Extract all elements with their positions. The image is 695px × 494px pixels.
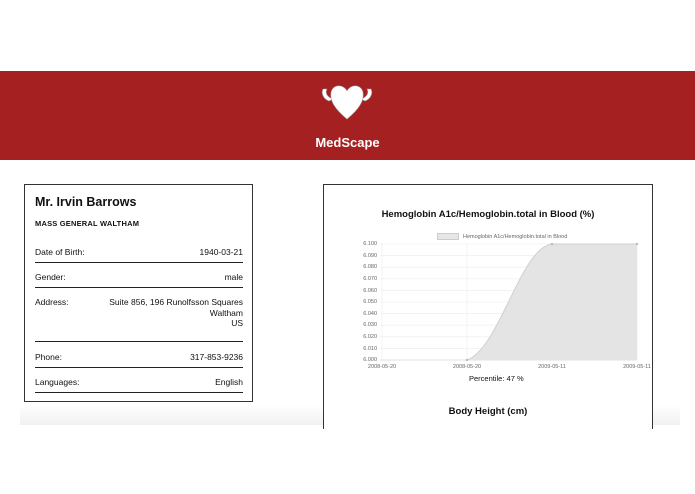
y-tick: 6.100 <box>363 241 377 247</box>
winged-heart-icon <box>319 79 375 121</box>
field-label: Gender: <box>35 272 66 282</box>
y-tick: 6.080 <box>363 264 377 270</box>
area-chart-plot <box>380 243 642 363</box>
percentile-label: Percentile: 47 % <box>469 374 524 383</box>
y-tick: 6.020 <box>363 334 377 340</box>
patient-card <box>24 184 253 402</box>
field-value: 317-853-9236 <box>190 352 243 362</box>
y-tick: 6.070 <box>363 276 377 282</box>
legend-swatch <box>437 233 459 240</box>
field-label: Languages: <box>35 377 80 387</box>
chart-legend[interactable] <box>437 233 567 240</box>
x-tick: 2008-05-20 <box>367 364 397 370</box>
legend-label: Hemoglobin A1c/Hemoglobin.total in Blood <box>463 233 568 240</box>
x-tick: 2008-05-20 <box>452 364 482 370</box>
field-value <box>109 297 243 329</box>
address-line: Waltham <box>209 307 243 318</box>
chart-title: Hemoglobin A1c/Hemoglobin.total in Blood (%) <box>381 209 595 220</box>
x-tick: 2009-05-11 <box>538 364 566 370</box>
y-tick: 6.000 <box>363 357 377 363</box>
y-tick: 6.030 <box>363 322 377 328</box>
field-dob <box>35 247 243 263</box>
y-tick: 6.010 <box>363 346 377 352</box>
field-value: English <box>215 377 243 387</box>
y-tick: 6.040 <box>363 311 377 317</box>
x-tick: 2009-05-11 <box>623 364 651 370</box>
field-gender <box>35 272 243 288</box>
field-label: Date of Birth: <box>35 247 85 257</box>
patient-name: Mr. Irvin Barrows <box>35 195 137 209</box>
field-value: male <box>224 272 243 282</box>
y-tick: 6.050 <box>363 299 377 305</box>
field-phone <box>35 352 243 368</box>
field-languages <box>35 377 243 393</box>
address-line: US <box>231 318 243 328</box>
y-tick: 6.060 <box>363 288 377 294</box>
y-tick: 6.090 <box>363 253 377 259</box>
chart-title-body-height: Body Height (cm) <box>448 406 528 417</box>
address-line: Suite 856, 196 Runolfsson Squares <box>109 297 243 307</box>
field-label: Address: <box>35 297 69 307</box>
app-brand: MedScape <box>315 135 380 150</box>
field-label: Phone: <box>35 352 62 362</box>
field-address <box>35 297 243 342</box>
patient-organization: MASS GENERAL WALTHAM <box>35 219 140 228</box>
chart-panel <box>323 184 653 429</box>
field-value: 1940-03-21 <box>199 247 243 257</box>
